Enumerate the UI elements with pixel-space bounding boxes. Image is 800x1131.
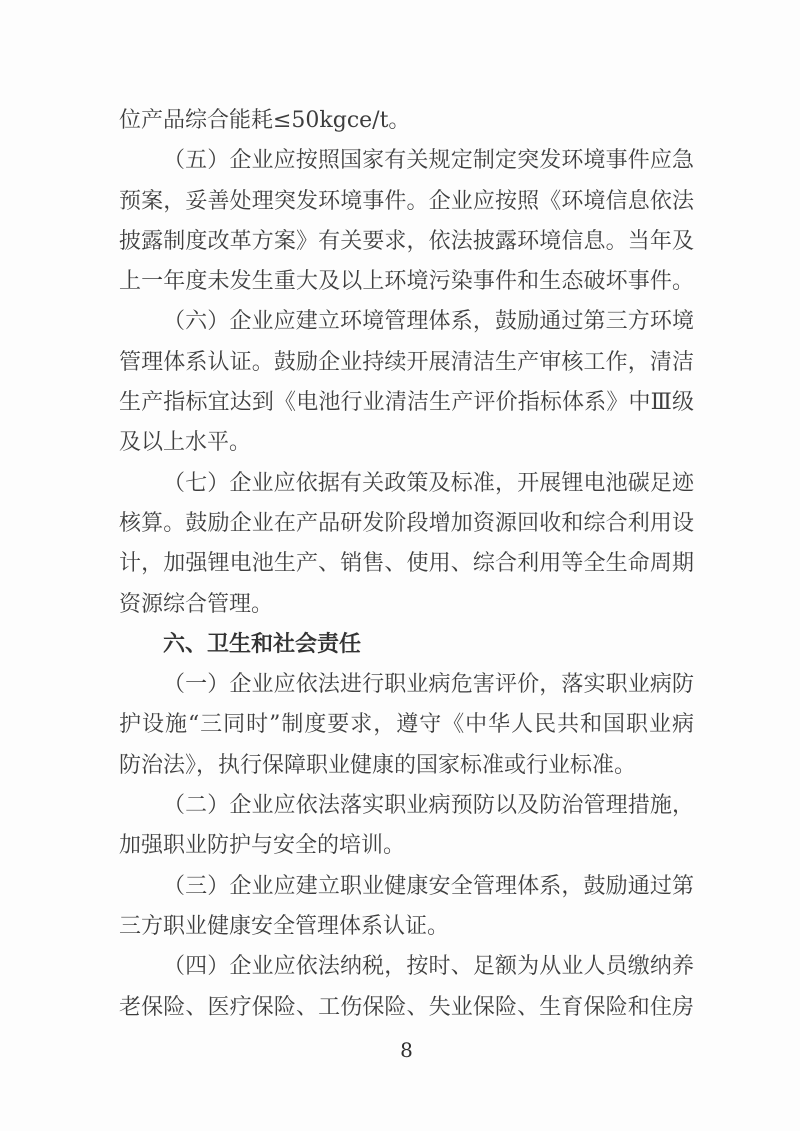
text-line: （五）企业应按照国家有关规定制定突发环境事件应急 — [163, 148, 694, 174]
text-line: 上一年度未发生重大及以上环境污染事件和生态破坏事件。 — [119, 269, 694, 295]
text-line: （三）企业应建立职业健康安全管理体系，鼓励通过第 — [163, 873, 694, 899]
text-block — [119, 101, 694, 1028]
text-line: （四）企业应依法纳税，按时、足额为从业人员缴纳养 — [163, 954, 694, 980]
text-line: （六）企业应建立环境管理体系，鼓励通过第三方环境 — [163, 309, 694, 335]
section-heading: 六、卫生和社会责任 — [163, 631, 362, 657]
text-line: 加强职业防护与安全的培训。 — [119, 833, 406, 859]
text-line: 计，加强锂电池生产、销售、使用、综合利用等全生命周期 — [119, 551, 694, 577]
page-number: 8 — [400, 1038, 413, 1062]
text-line: （二）企业应依法落实职业病预防以及防治管理措施， — [163, 793, 694, 819]
text-line: 核算。鼓励企业在产品研发阶段增加资源回收和综合利用设 — [119, 510, 694, 536]
text-line: 护设施“三同时”制度要求，遵守《中华人民共和国职业病 — [119, 712, 694, 738]
text-line: 及以上水平。 — [119, 430, 252, 456]
text-line: 三方职业健康安全管理体系认证。 — [119, 913, 450, 939]
text-line: 位产品综合能耗≤50kgce/t。 — [119, 108, 411, 133]
text-line: 生产指标宜达到《电池行业清洁生产评价指标体系》中Ⅲ级 — [119, 390, 694, 416]
text-line: （七）企业应依据有关政策及标准，开展锂电池碳足迹 — [163, 470, 694, 496]
text-line: 防治法》，执行保障职业健康的国家标准或行业标准。 — [119, 752, 637, 778]
text-line: 老保险、医疗保险、工伤保险、失业保险、生育保险和住房 — [119, 994, 694, 1020]
text-line: 管理体系认证。鼓励企业持续开展清洁生产审核工作，清洁 — [119, 349, 694, 375]
text-line: 披露制度改革方案》有关要求，依法披露环境信息。当年及 — [119, 228, 694, 254]
text-line: （一）企业应依法进行职业病危害评价，落实职业病防 — [163, 672, 694, 698]
text-line: 预案，妥善处理突发环境事件。企业应按照《环境信息依法 — [119, 188, 694, 214]
text-line: 资源综合管理。 — [119, 591, 274, 617]
